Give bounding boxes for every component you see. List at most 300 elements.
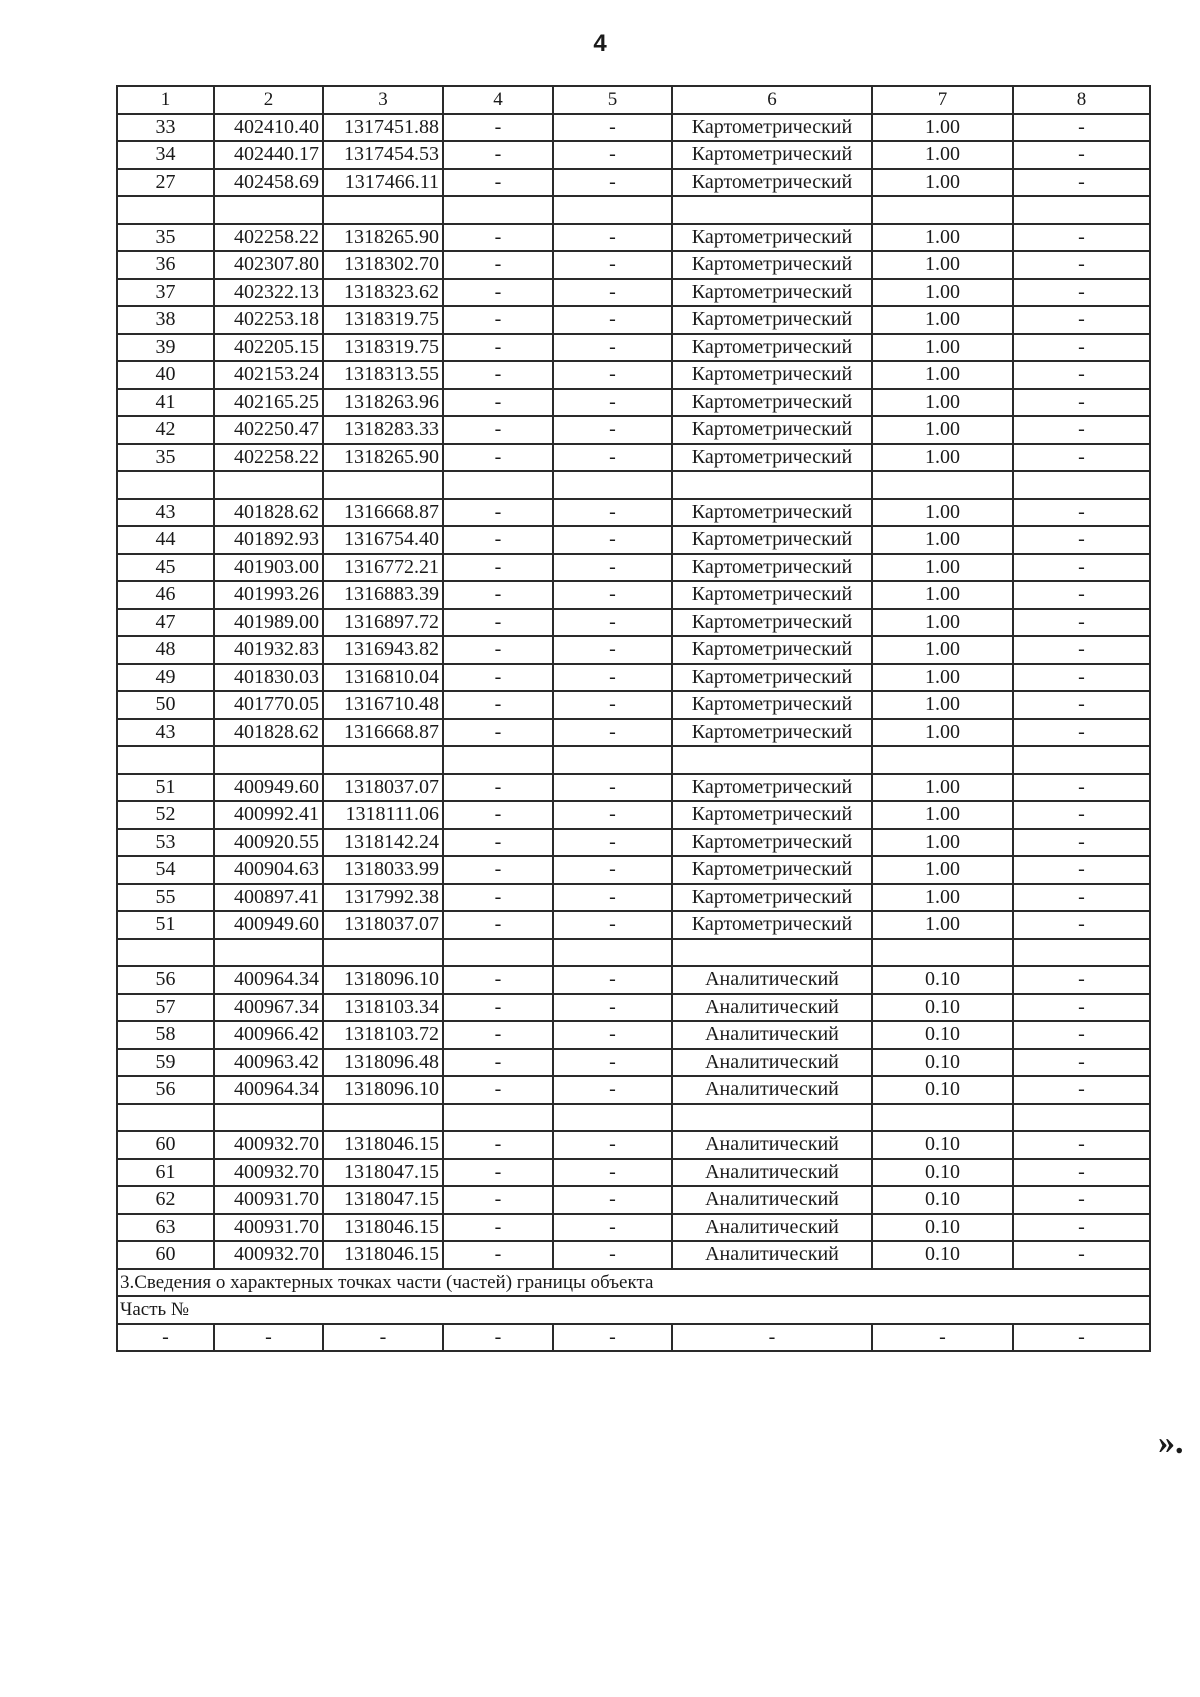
table-cell: - (443, 801, 553, 829)
table-cell: 401828.62 (214, 499, 323, 527)
table-cell: - (443, 389, 553, 417)
table-row (117, 1076, 1150, 1104)
table-cell: Аналитический (672, 1076, 872, 1104)
table-row (117, 306, 1150, 334)
table-cell: - (553, 911, 672, 939)
table-cell: - (443, 334, 553, 362)
table-cell: 40 (117, 361, 214, 389)
table-cell: 27 (117, 169, 214, 197)
table-cell: 1318046.15 (323, 1131, 443, 1159)
table-cell: - (1013, 801, 1150, 829)
table-cell: 1.00 (872, 636, 1013, 664)
section-heading: 3.Сведения о характерных точках части (частей) границы объекта (117, 1269, 1150, 1297)
table-row (117, 801, 1150, 829)
table-cell (553, 939, 672, 967)
table-cell: - (443, 994, 553, 1022)
table-row (117, 994, 1150, 1022)
column-header: 8 (1013, 86, 1150, 114)
table-cell: - (553, 994, 672, 1022)
table-cell: Картометрический (672, 334, 872, 362)
table-cell: - (1013, 444, 1150, 472)
column-header: 6 (672, 86, 872, 114)
table-cell (1013, 746, 1150, 774)
table-cell: - (1013, 1186, 1150, 1214)
table-cell (443, 471, 553, 499)
table-cell: 1.00 (872, 801, 1013, 829)
table-cell (872, 471, 1013, 499)
table-cell: 1318037.07 (323, 911, 443, 939)
table-cell: 0.10 (872, 994, 1013, 1022)
table-cell: - (553, 334, 672, 362)
table-cell: 401828.62 (214, 719, 323, 747)
table-cell: 1.00 (872, 444, 1013, 472)
table-cell: 37 (117, 279, 214, 307)
table-cell: Картометрический (672, 581, 872, 609)
table-cell: 400932.70 (214, 1241, 323, 1269)
table-cell (323, 196, 443, 224)
table-cell: 1.00 (872, 719, 1013, 747)
table-cell (117, 1104, 214, 1132)
table-cell: 400904.63 (214, 856, 323, 884)
table-cell: 45 (117, 554, 214, 582)
table-cell: - (553, 141, 672, 169)
table-cell: 48 (117, 636, 214, 664)
table-cell (443, 196, 553, 224)
table-cell: 1316772.21 (323, 554, 443, 582)
table-cell: 1.00 (872, 829, 1013, 857)
table-cell: - (1013, 1021, 1150, 1049)
table-cell (553, 471, 672, 499)
table-cell: Картометрический (672, 609, 872, 637)
table-cell: 1316810.04 (323, 664, 443, 692)
table-cell (1013, 471, 1150, 499)
table-cell: 47 (117, 609, 214, 637)
table-row (117, 554, 1150, 582)
table-cell: 33 (117, 114, 214, 142)
table-row (117, 224, 1150, 252)
table-cell: 39 (117, 334, 214, 362)
table-cell: 38 (117, 306, 214, 334)
table-cell: - (443, 691, 553, 719)
table-row (117, 1186, 1150, 1214)
table-cell: 1318302.70 (323, 251, 443, 279)
table-row (117, 334, 1150, 362)
table-cell: - (443, 114, 553, 142)
table-cell: Картометрический (672, 306, 872, 334)
table-cell: 1.00 (872, 361, 1013, 389)
table-cell: 401993.26 (214, 581, 323, 609)
table-cell: Аналитический (672, 1021, 872, 1049)
table-cell: 1.00 (872, 169, 1013, 197)
table-cell: 0.10 (872, 1021, 1013, 1049)
table-cell: 1318037.07 (323, 774, 443, 802)
table-cell: - (1013, 499, 1150, 527)
table-cell: 51 (117, 911, 214, 939)
table-cell: 43 (117, 499, 214, 527)
table-cell: - (1013, 829, 1150, 857)
table-cell: - (443, 224, 553, 252)
table-cell: 402307.80 (214, 251, 323, 279)
table-cell: - (443, 636, 553, 664)
table-cell: Картометрический (672, 224, 872, 252)
table-cell: - (553, 1241, 672, 1269)
table-header-row (117, 86, 1150, 114)
table-row (117, 279, 1150, 307)
table-row (117, 114, 1150, 142)
table-cell: 1318046.15 (323, 1214, 443, 1242)
table-cell: 1.00 (872, 334, 1013, 362)
table-cell: - (443, 251, 553, 279)
table-cell: - (443, 856, 553, 884)
table-cell: 36 (117, 251, 214, 279)
table-cell: - (1013, 224, 1150, 252)
table-cell (443, 1104, 553, 1132)
table-cell: - (1013, 361, 1150, 389)
table-cell: - (214, 1324, 323, 1352)
table-cell: - (443, 361, 553, 389)
table-row (117, 1021, 1150, 1049)
table-cell: - (1013, 966, 1150, 994)
table-cell: - (443, 829, 553, 857)
table-cell: 1318323.62 (323, 279, 443, 307)
table-cell: 0.10 (872, 1186, 1013, 1214)
table-cell: - (553, 1131, 672, 1159)
separator-row (117, 1104, 1150, 1132)
table-cell: - (1013, 306, 1150, 334)
table-cell: - (553, 636, 672, 664)
table-cell: - (553, 966, 672, 994)
table-cell (214, 471, 323, 499)
table-cell: - (1013, 416, 1150, 444)
table-cell: 1316668.87 (323, 499, 443, 527)
table-cell (323, 1104, 443, 1132)
table-cell: - (1013, 251, 1150, 279)
table-cell: 400932.70 (214, 1159, 323, 1187)
table-cell: 402258.22 (214, 444, 323, 472)
table-cell: 1.00 (872, 114, 1013, 142)
table-cell: 402165.25 (214, 389, 323, 417)
table-cell: - (443, 1021, 553, 1049)
table-cell: - (443, 1076, 553, 1104)
table-cell: 1.00 (872, 306, 1013, 334)
table-cell: - (117, 1324, 214, 1352)
table-cell: 1318103.72 (323, 1021, 443, 1049)
table-cell: Картометрический (672, 114, 872, 142)
table-cell: 1.00 (872, 911, 1013, 939)
table-cell: 1.00 (872, 224, 1013, 252)
table-row (117, 499, 1150, 527)
table-cell (323, 471, 443, 499)
table-cell: 1.00 (872, 526, 1013, 554)
table-cell: - (553, 169, 672, 197)
table-cell (117, 746, 214, 774)
table-cell: - (443, 911, 553, 939)
table-cell: - (553, 306, 672, 334)
table-cell: 46 (117, 581, 214, 609)
table-cell: 55 (117, 884, 214, 912)
table-cell: 402440.17 (214, 141, 323, 169)
table-cell: 60 (117, 1241, 214, 1269)
table-cell: 1.00 (872, 554, 1013, 582)
table-cell: 1.00 (872, 691, 1013, 719)
table-cell (872, 746, 1013, 774)
table-cell: 1318319.75 (323, 306, 443, 334)
table-cell: 1316897.72 (323, 609, 443, 637)
table-cell: - (443, 1159, 553, 1187)
table-cell: 56 (117, 966, 214, 994)
table-cell: - (1013, 1076, 1150, 1104)
table-cell: 1.00 (872, 884, 1013, 912)
table-cell: 42 (117, 416, 214, 444)
table-cell: 401830.03 (214, 664, 323, 692)
table-row (117, 1214, 1150, 1242)
table-row (117, 141, 1150, 169)
table-cell: 401989.00 (214, 609, 323, 637)
table-cell: 1.00 (872, 609, 1013, 637)
table-row (117, 1131, 1150, 1159)
closing-quote: ». (1158, 1424, 1184, 1461)
table-cell (672, 746, 872, 774)
table-cell (117, 471, 214, 499)
column-header: 7 (872, 86, 1013, 114)
table-cell: Картометрический (672, 169, 872, 197)
table-cell: 1.00 (872, 389, 1013, 417)
table-cell: Картометрический (672, 801, 872, 829)
table-cell: 1.00 (872, 856, 1013, 884)
table-row (117, 1049, 1150, 1077)
table-cell: - (443, 1131, 553, 1159)
table-cell: 1317454.53 (323, 141, 443, 169)
table-cell: - (553, 856, 672, 884)
table-row (117, 691, 1150, 719)
table-cell: Аналитический (672, 1186, 872, 1214)
table-cell: - (1013, 1214, 1150, 1242)
table-cell: 400931.70 (214, 1214, 323, 1242)
table-row (117, 169, 1150, 197)
table-cell: - (553, 279, 672, 307)
table-cell: - (443, 169, 553, 197)
table-row (117, 581, 1150, 609)
table-row (117, 911, 1150, 939)
table-cell: 1.00 (872, 774, 1013, 802)
table-cell: Аналитический (672, 994, 872, 1022)
column-header: 2 (214, 86, 323, 114)
table-cell: 1318283.33 (323, 416, 443, 444)
table-cell: Картометрический (672, 774, 872, 802)
table-cell: - (553, 801, 672, 829)
table-cell: 402258.22 (214, 224, 323, 252)
table-cell: 0.10 (872, 1131, 1013, 1159)
table-cell: 1316754.40 (323, 526, 443, 554)
page-number: 4 (593, 30, 607, 57)
table-cell: 400967.34 (214, 994, 323, 1022)
table-cell: - (553, 224, 672, 252)
table-cell: - (872, 1324, 1013, 1352)
table-cell: 1318096.10 (323, 1076, 443, 1104)
table-cell: Картометрический (672, 636, 872, 664)
table-row (117, 444, 1150, 472)
table-cell: - (553, 361, 672, 389)
table-cell (117, 196, 214, 224)
table-cell: Картометрический (672, 279, 872, 307)
table-cell: 402322.13 (214, 279, 323, 307)
table-cell: 400964.34 (214, 966, 323, 994)
table-row (117, 966, 1150, 994)
table-cell: Картометрический (672, 664, 872, 692)
table-row (117, 1159, 1150, 1187)
table-cell: 56 (117, 1076, 214, 1104)
table-cell: 58 (117, 1021, 214, 1049)
table-cell: - (443, 1214, 553, 1242)
table-cell: 1316883.39 (323, 581, 443, 609)
table-cell: - (553, 526, 672, 554)
table-cell (553, 1104, 672, 1132)
table-cell: Аналитический (672, 1241, 872, 1269)
table-cell: - (553, 1324, 672, 1352)
table-cell: Аналитический (672, 1159, 872, 1187)
table-cell: - (553, 1186, 672, 1214)
table-cell: - (443, 1324, 553, 1352)
table-cell: 35 (117, 224, 214, 252)
table-cell: 60 (117, 1131, 214, 1159)
table-cell: 54 (117, 856, 214, 884)
table-cell: 52 (117, 801, 214, 829)
table-cell: - (1013, 719, 1150, 747)
table-cell: 400932.70 (214, 1131, 323, 1159)
table-cell: 1.00 (872, 581, 1013, 609)
table-cell: 400920.55 (214, 829, 323, 857)
table-cell: - (443, 306, 553, 334)
table-cell: 402253.18 (214, 306, 323, 334)
table-cell: 1.00 (872, 251, 1013, 279)
separator-row (117, 196, 1150, 224)
table-cell: Аналитический (672, 1131, 872, 1159)
table-cell: Аналитический (672, 1214, 872, 1242)
table-cell (323, 746, 443, 774)
table-row (117, 664, 1150, 692)
table-cell (1013, 196, 1150, 224)
table-cell: 1.00 (872, 279, 1013, 307)
table-cell: 401903.00 (214, 554, 323, 582)
table-cell: - (443, 279, 553, 307)
table-cell: - (1013, 141, 1150, 169)
table-cell (672, 196, 872, 224)
table-cell: 1318103.34 (323, 994, 443, 1022)
table-cell: 401932.83 (214, 636, 323, 664)
table-cell: - (323, 1324, 443, 1352)
table-cell (117, 939, 214, 967)
table-cell: 1317466.11 (323, 169, 443, 197)
table-cell: 0.10 (872, 1076, 1013, 1104)
table-cell: 1.00 (872, 664, 1013, 692)
table-cell: 1318142.24 (323, 829, 443, 857)
table-cell: 1316710.48 (323, 691, 443, 719)
part-label-row (117, 1296, 1150, 1324)
coordinates-table (116, 85, 1151, 1352)
table-cell: - (553, 444, 672, 472)
table-row (117, 526, 1150, 554)
table-cell: 1316943.82 (323, 636, 443, 664)
table-cell: 400992.41 (214, 801, 323, 829)
table-cell (443, 746, 553, 774)
table-cell: - (553, 609, 672, 637)
column-header: 1 (117, 86, 214, 114)
table-cell: - (1013, 774, 1150, 802)
table-cell: - (553, 251, 672, 279)
table-cell: - (443, 774, 553, 802)
table-cell: Картометрический (672, 251, 872, 279)
table-cell: 43 (117, 719, 214, 747)
table-cell: - (553, 1049, 672, 1077)
table-cell: 1316668.87 (323, 719, 443, 747)
table-row (117, 361, 1150, 389)
table-cell: Картометрический (672, 856, 872, 884)
table-cell: Картометрический (672, 691, 872, 719)
section-heading-row (117, 1269, 1150, 1297)
table-cell: - (553, 581, 672, 609)
table-cell: - (553, 389, 672, 417)
table-cell: - (1013, 636, 1150, 664)
table-cell (872, 1104, 1013, 1132)
table-row (117, 609, 1150, 637)
table-cell: Картометрический (672, 141, 872, 169)
table-cell: - (1013, 1159, 1150, 1187)
table-cell: - (1013, 1324, 1150, 1352)
table-cell: - (553, 829, 672, 857)
table-cell: - (1013, 554, 1150, 582)
table-row (117, 774, 1150, 802)
table-cell: 50 (117, 691, 214, 719)
table-cell (672, 1104, 872, 1132)
table-cell: 401892.93 (214, 526, 323, 554)
table-cell: - (1013, 691, 1150, 719)
table-cell: 61 (117, 1159, 214, 1187)
table-cell (553, 746, 672, 774)
table-cell: - (672, 1324, 872, 1352)
table-cell: 1.00 (872, 141, 1013, 169)
table-row (117, 829, 1150, 857)
table-cell (323, 939, 443, 967)
table-cell: - (443, 719, 553, 747)
table-row (117, 389, 1150, 417)
table-cell: Картометрический (672, 829, 872, 857)
table-cell: 0.10 (872, 966, 1013, 994)
table-cell: Аналитический (672, 1049, 872, 1077)
table-cell: 402153.24 (214, 361, 323, 389)
table-cell: - (443, 664, 553, 692)
table-cell: Картометрический (672, 416, 872, 444)
table-cell: - (1013, 1241, 1150, 1269)
table-cell (672, 939, 872, 967)
table-cell: - (1013, 169, 1150, 197)
table-cell: - (1013, 114, 1150, 142)
table-cell: - (443, 609, 553, 637)
table-cell: 59 (117, 1049, 214, 1077)
table-row (117, 884, 1150, 912)
table-cell: 400897.41 (214, 884, 323, 912)
table-cell: 1.00 (872, 499, 1013, 527)
table-cell: 400963.42 (214, 1049, 323, 1077)
table-cell: - (1013, 664, 1150, 692)
table-cell: 402458.69 (214, 169, 323, 197)
table-cell: - (1013, 1049, 1150, 1077)
table-cell: - (1013, 911, 1150, 939)
table-cell: - (443, 1186, 553, 1214)
table-cell: 1318047.15 (323, 1186, 443, 1214)
table-cell: - (443, 581, 553, 609)
table-cell: Картометрический (672, 361, 872, 389)
table-cell: 1318046.15 (323, 1241, 443, 1269)
